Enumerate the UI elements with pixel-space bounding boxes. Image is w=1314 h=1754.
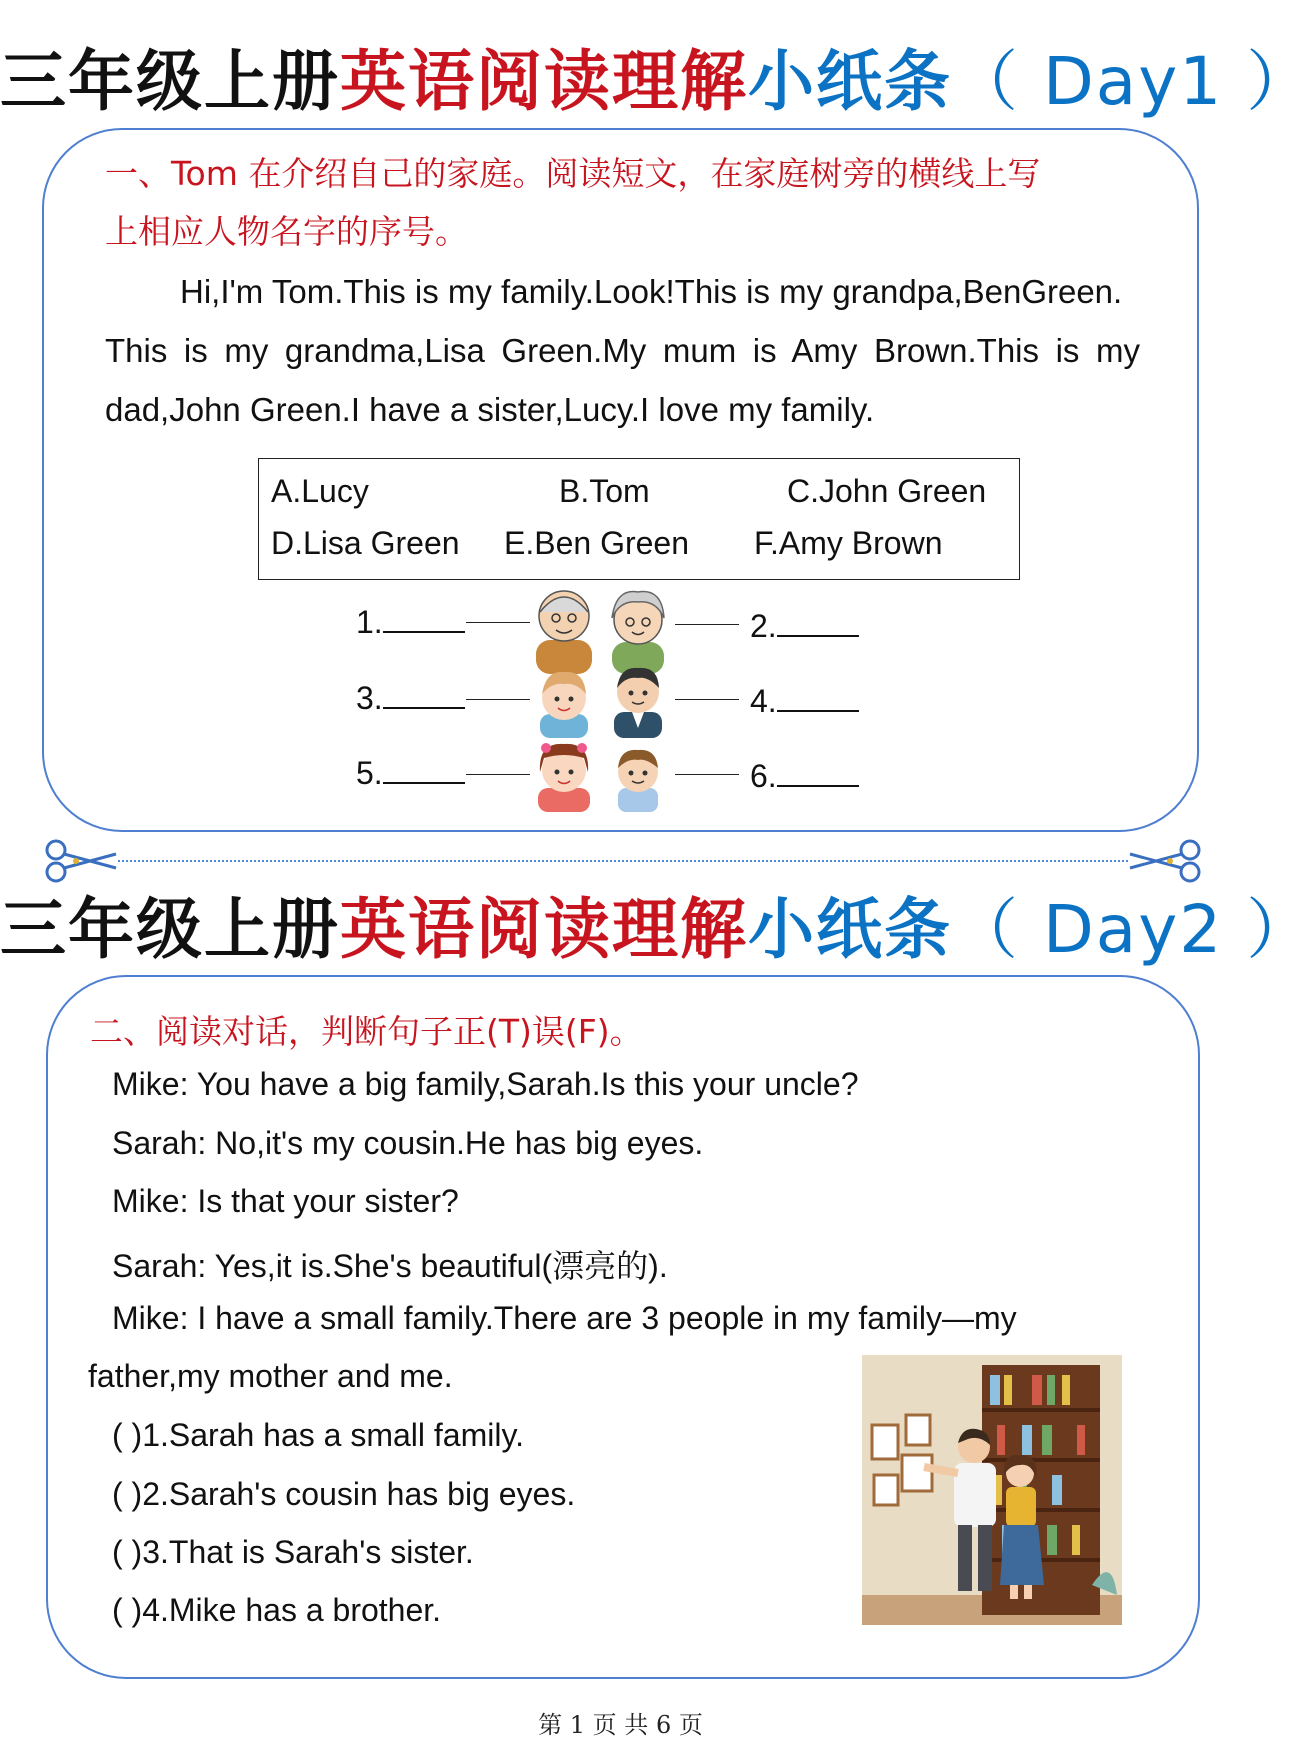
connector-2: [675, 624, 739, 625]
dad-icon: [614, 668, 662, 738]
connector-4: [675, 699, 739, 700]
blank-4[interactable]: [750, 683, 859, 720]
day2-title: [0, 876, 1314, 971]
question-1-text: 1.Sarah has a small family.: [142, 1417, 524, 1453]
blank-5-label: 5.: [356, 755, 383, 791]
options-box: [258, 458, 1020, 580]
connector-3: [466, 699, 530, 700]
answer-paren-4[interactable]: ( ): [112, 1592, 143, 1628]
option-b: B.Tom: [559, 473, 650, 509]
blank-2-label: 2.: [750, 608, 777, 644]
family-tree-figures: [528, 582, 678, 812]
blank-3[interactable]: [356, 680, 465, 717]
question-1[interactable]: [112, 1417, 524, 1454]
answer-paren-1[interactable]: ( ): [112, 1417, 143, 1453]
dialogue-line-6: father,my mother and me.: [88, 1358, 453, 1394]
passage-line-2: This is my grandma,Lisa Green.My mum is Amy Brown.This is my: [105, 332, 1140, 369]
passage-line-3: dad,John Green.I have a sister,Lucy.I love my family.: [105, 391, 875, 428]
family-photo-illustration: [862, 1355, 1122, 1625]
blank-6-label: 6.: [750, 758, 777, 794]
answer-paren-3[interactable]: ( ): [112, 1534, 143, 1570]
dialogue-line-1: Mike: You have a big family,Sarah.Is this your uncle?: [112, 1066, 859, 1102]
option-c: C.John Green: [787, 473, 987, 509]
question-3[interactable]: [112, 1534, 474, 1571]
grandma-icon: [612, 592, 664, 674]
title-subject: 英语阅读理解: [340, 43, 748, 120]
blank-3-label: 3.: [356, 680, 383, 716]
question-2[interactable]: [112, 1476, 575, 1513]
option-d: D.Lisa Green: [271, 525, 460, 561]
dialogue-line-3: Mike: Is that your sister?: [112, 1183, 459, 1219]
blank-2[interactable]: [750, 608, 859, 645]
page-footer: 第 1 页 共 6 页: [538, 1711, 703, 1739]
connector-5: [466, 774, 530, 775]
blank-1-label: 1.: [356, 604, 383, 640]
title-grade: 三年级上册: [0, 43, 340, 120]
question-2-text: 2.Sarah's cousin has big eyes.: [142, 1476, 576, 1512]
day1-instruction-line1: 一、Tom 在介绍自己的家庭。阅读短文，在家庭树旁的横线上写: [105, 154, 1041, 193]
dialogue-line-5: Mike: I have a small family.There are 3 people in my family—my: [112, 1300, 1017, 1336]
option-f: F.Amy Brown: [754, 525, 943, 561]
title-day: （ Day2 ）: [952, 891, 1314, 968]
grandpa-icon: [536, 591, 592, 674]
connector-1: [466, 622, 530, 623]
question-4[interactable]: [112, 1592, 441, 1629]
title-subject: 英语阅读理解: [340, 891, 748, 968]
mum-icon: [540, 672, 588, 738]
option-e: E.Ben Green: [504, 525, 689, 561]
day1-instruction-line2: 上相应人物名字的序号。: [105, 212, 468, 251]
connector-6: [675, 774, 739, 775]
day1-title: [0, 28, 1314, 123]
passage-line-1: Hi,I'm Tom.This is my family.Look!This is my grandpa,BenGreen.: [180, 273, 1123, 310]
sister-icon: [538, 743, 590, 812]
title-grade: 三年级上册: [0, 891, 340, 968]
dialogue-line-4: Sarah: Yes,it is.She's beautiful(漂亮的).: [112, 1248, 668, 1284]
cut-line: [118, 860, 1128, 862]
dialogue-line-2: Sarah: No,it's my cousin.He has big eyes.: [112, 1125, 704, 1161]
blank-4-label: 4.: [750, 683, 777, 719]
blank-5[interactable]: [356, 755, 465, 792]
blank-6[interactable]: [750, 758, 859, 795]
day2-instruction: 二、阅读对话，判断句子正(T)误(F)。: [90, 1012, 643, 1051]
title-note: 小纸条: [748, 891, 952, 968]
title-day: （ Day1 ）: [952, 43, 1314, 120]
blank-1[interactable]: [356, 604, 465, 641]
question-4-text: 4.Mike has a brother.: [142, 1592, 442, 1628]
option-a: A.Lucy: [271, 473, 369, 509]
boy-icon: [618, 750, 658, 812]
answer-paren-2[interactable]: ( ): [112, 1476, 143, 1512]
question-3-text: 3.That is Sarah's sister.: [142, 1534, 474, 1570]
title-note: 小纸条: [748, 43, 952, 120]
